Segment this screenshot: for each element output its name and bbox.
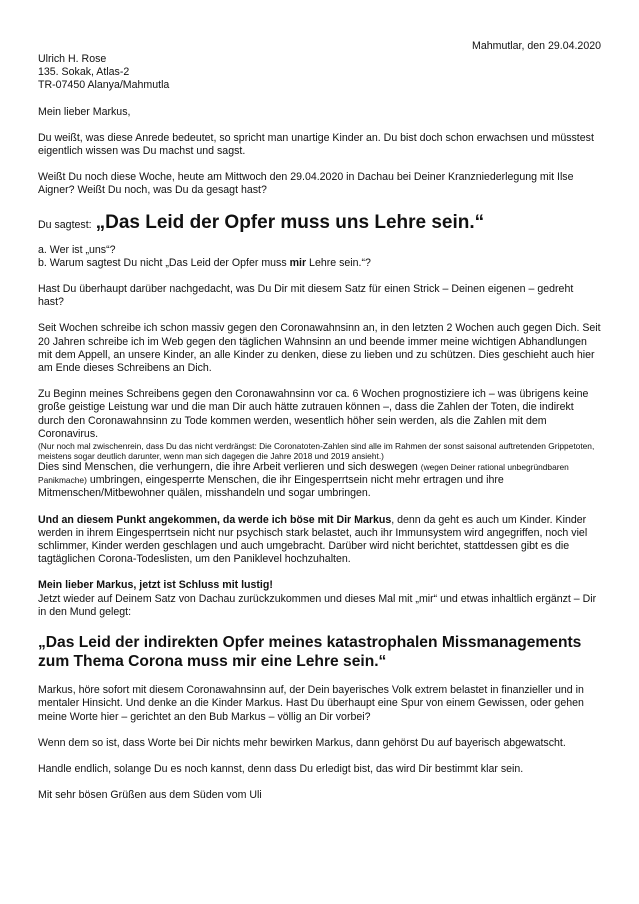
paragraph-5-note: (Nur noch mal zwischenrein, dass Du das nicht verdrängst: Die Coronatoten-Zahlen sind alle im Rahmen der sonst saisonal auftretenden Grippetoten, meistens sogar deutlich darunter, wenn man sich dagegen die Jahre 2018 und 2019 ansieht.) — [38, 441, 595, 462]
sender-street: 135. Sokak, Atlas-2 — [38, 66, 130, 79]
paragraph-6-small: (wegen Deiner rational unbegründbaren Panikmache) — [38, 462, 569, 486]
question-b-bold: mir — [289, 256, 307, 269]
quote-1-lead: Du sagtest: — [38, 218, 92, 231]
quote-1-line — [38, 212, 601, 234]
paragraph-7 — [38, 514, 601, 567]
date-line: Mahmutlar, den 29.04.2020 — [472, 40, 601, 52]
quote-1: „Das Leid der Opfer muss uns Lehre sein.“ — [95, 211, 485, 233]
paragraph-8-bold: Mein lieber Markus, jetzt ist Schluss mit lustig! — [38, 579, 273, 592]
quote-2: „Das Leid der indirekten Opfer meines katastrophalen Missmanagements zum Thema Corona muss mir eine Lehre sein.“ — [38, 634, 582, 671]
sender-address — [38, 53, 601, 93]
paragraph-4: Seit Wochen schreibe ich schon massiv gegen den Coronawahnsinn an, in den letzten 2 Wochen auch gegen Dich. Seit 20 Jahren schreibe ich im Web gegen den täglichen Wahnsinn an und beende immer meine wichtigen Abhandlungen mit dem Appell, an unsere Kinder, an alle Kinder zu denken, diese zu lieben und zu schützen. Dies geschieht auch hier am Ende dieses Schreibens an Dich. — [38, 322, 601, 375]
paragraph-8-heading — [38, 579, 601, 592]
paragraph-11: Handle endlich, solange Du es noch kannst, denn dass Du erledigt bist, das wird Dir bestimmt klar sein. — [38, 762, 524, 775]
paragraph-6-pre: Dies sind Menschen, die verhungern, die ihre Arbeit verlieren und sich deswegen — [38, 461, 421, 474]
salutation: Mein lieber Markus, — [38, 105, 131, 118]
sender-name: Ulrich H. Rose — [38, 53, 107, 65]
paragraph-10: Wenn dem so ist, dass Worte bei Dir nichts mehr bewirken Markus, dann gehörst Du auf bayerisch abgewatscht. — [38, 736, 566, 749]
question-b-post: Lehre sein.“? — [306, 256, 371, 269]
question-b — [38, 257, 601, 270]
sender-city: TR-07450 Alanya/Mahmutla — [38, 79, 170, 92]
paragraph-6-post: umbringen, eingesperrte Menschen, die ihr Eingesperrtsein nicht mehr ertragen und ihre Mitmenschen/Mitbewohner quälen, misshandeln und sogar umbringen. — [38, 474, 504, 500]
paragraph-9: Markus, höre sofort mit diesem Coronawahnsinn auf, der Dein bayerisches Volk extrem belastet in finanzieller und in mentaler Hinsicht. Und denke an die Kinder Markus. Hast Du überhaupt eine Spur von einem Gewissen, oder gehen meine Worte hier – gerichtet an den Bub Markus – völlig an Dir vorbei? — [38, 684, 584, 723]
paragraph-5: Zu Beginn meines Schreibens gegen den Coronawahnsinn vor ca. 6 Wochen prognostiziere ich – was übrigens keine große geistige Leistung war und die man Dir auch hätte zutrauen können –, dass die Zahlen der Toten, die indirekt durch den Coronawahnsinn zu Tode kommen werden, wesentlich höher sein werden, als die Zahlen mit dem Coronavirus. — [38, 388, 589, 440]
paragraph-1: Du weißt, was diese Anrede bedeutet, so spricht man unartige Kinder an. Du bist doch schon erwachsen und müsstest eigentlich wissen was Du machst und sagst. — [38, 131, 594, 158]
paragraph-6 — [38, 461, 601, 501]
paragraph-8-rest: Jetzt wieder auf Deinem Satz von Dachau zurückzukommen und dieses Mal mit „mir“ und etwas inhaltlich ergänzt – Dir in den Mund gelegt: — [38, 592, 597, 618]
question-a: a. Wer ist „uns“? — [38, 243, 116, 256]
paragraph-3: Hast Du überhaupt darüber nachgedacht, was Du Dir mit diesem Satz für einen Strick – Deinen eigenen – gedreht hast? — [38, 283, 574, 309]
closing: Mit sehr bösen Grüßen aus dem Süden vom Uli — [38, 789, 262, 802]
paragraph-7-rest: , denn da geht es auch um Kinder. Kinder werden in ihrem Eingesperrtsein nicht nur psychisch stark belastet, auch ihr Immunsystem wird angegriffen, noch viel schlimmer, Kinder werden geschlagen und auch umgebracht. Darüber wird nicht berichtet, stattdessen gibt es die tagtäglichen Corona-Todeslisten, um den Paniklevel hochzuhalten. — [38, 513, 588, 566]
paragraph-2: Weißt Du noch diese Woche, heute am Mittwoch den 29.04.2020 in Dachau bei Deiner Kranzniederlegung mit Ilse Aigner? Weißt Du noch, was Du da gesagt hast? — [38, 171, 574, 197]
question-b-pre: b. Warum sagtest Du nicht „Das Leid der Opfer muss — [38, 256, 290, 269]
paragraph-7-bold: Und an diesem Punkt angekommen, da werde ich böse mit Dir Markus — [38, 513, 392, 526]
